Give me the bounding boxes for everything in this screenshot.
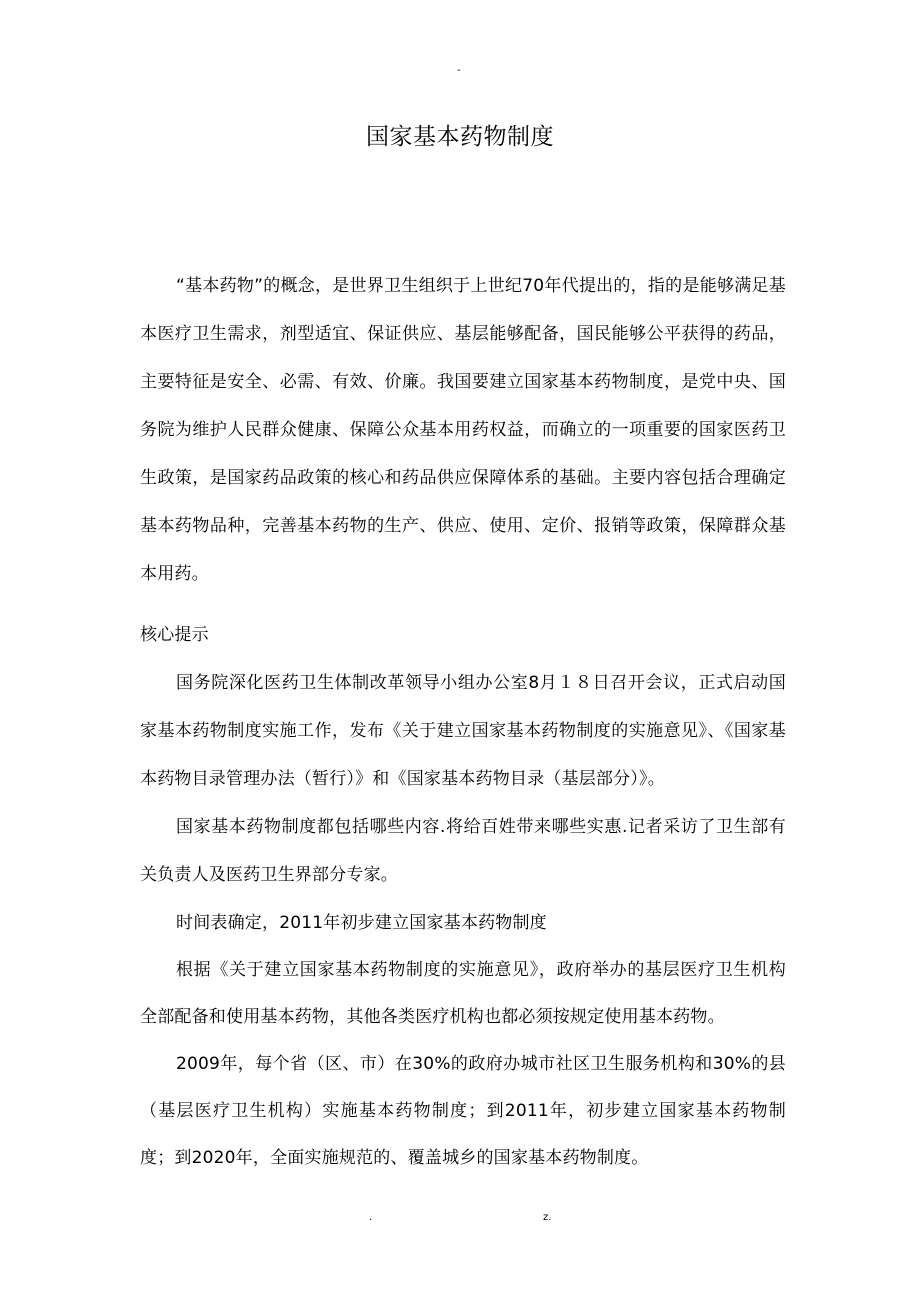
document-title: 国家基本药物制度 xyxy=(366,124,554,150)
paragraph-meeting: 国务院深化医药卫生体制改革领导小组办公室8月１８日召开会议，正式启动国家基本药物制度实施工作，发布《关于建立国家基本药物制度的实施意见》、《国家基本药物目录管理办法（暂行）》和《国家基本药物目录（基层部分）》。 xyxy=(140,673,786,789)
header-mark: - xyxy=(457,65,461,76)
core-section xyxy=(140,611,786,1182)
intro-paragraph: “基本药物”的概念，是世界卫生组织于上世纪70年代提出的，指的是能够满足基本医疗卫生需求，剂型适宜、保证供应、基层能够配备，国民能够公平获得的药品，主要特征是安全、必需、有效、价廉。我国要建立国家基本药物制度，是党中央、国务院为维护人民群众健康、保障公众基本用药权益，而确立的一项重要的国家医药卫生政策，是国家药品政策的核心和药品供应保障体系的基础。主要内容包括合理确定基本药物品种，完善基本药物的生产、供应、使用、定价、报销等政策，保障群众基本用药。 xyxy=(140,276,786,584)
paragraph-implementation: 根据《关于建立国家基本药物制度的实施意见》，政府举办的基层医疗卫生机构全部配备和使用基本药物，其他各类医疗机构也都必须按规定使用基本药物。 xyxy=(140,960,786,1027)
intro-section xyxy=(140,262,786,598)
footer-left-mark: . xyxy=(369,1212,373,1223)
section-subheading: 时间表确定，2011年初步建立国家基本药物制度 xyxy=(176,913,547,933)
paragraph-interview: 国家基本药物制度都包括哪些内容.将给百姓带来哪些实惠.记者采访了卫生部有关负责人及医药卫生界部分专家。 xyxy=(140,817,786,885)
paragraph-timeline: 2009年，每个省（区、市）在30%的政府办城市社区卫生服务机构和30%的县（基层医疗卫生机构）实施基本药物制度；到2011年，初步建立国家基本药物制度；到2020年，全面实施规范的、覆盖城乡的国家基本药物制度。 xyxy=(140,1054,786,1168)
section-heading: 核心提示 xyxy=(140,625,209,645)
footer-right-mark: z. xyxy=(543,1212,552,1223)
